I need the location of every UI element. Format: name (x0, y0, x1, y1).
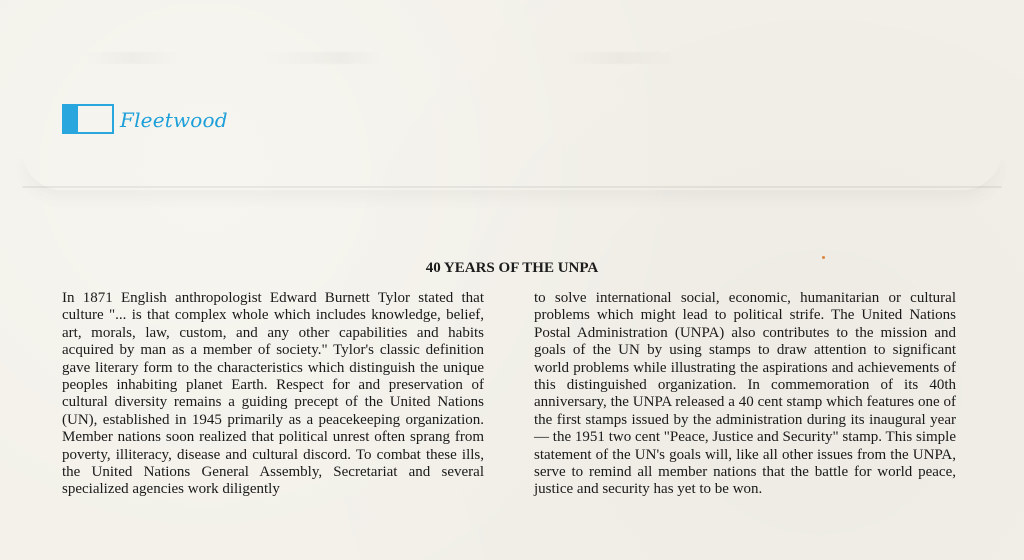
article-right-column (534, 290, 956, 499)
logo-box-fill (64, 106, 78, 132)
faint-background-print (80, 52, 950, 64)
article-title: 40 YEARS OF THE UNPA (425, 260, 599, 276)
article-right-text: to solve international social, economic, humanitarian or cultural problems which might lead to political strife. The United Nations Postal Administration (UNPA) also contributes to the mission and goals of the UN by using stamps to draw attention to significant world problems while illustrating the aspirations and achievements of this distinguished organization. In commemoration of its 40th anniversary, the UNPA released a 40 cent stamp which features one of the first stamps issued by the administration during its inaugural year — the 1951 two cent "Peace, Justice and Security" stamp. This simple statement of the UN's goals will, like all other issues from the UNPA, serve to remind all member nations that the battle for world peace, justice and security has yet to be won. (534, 290, 956, 498)
fleetwood-logo (62, 104, 228, 134)
logo-text: Fleetwood (120, 108, 228, 132)
article-left-column (62, 290, 484, 499)
envelope-flap-shadow (22, 150, 1002, 190)
article-left-text: In 1871 English anthropologist Edward Burnett Tylor stated that culture "... is that complex whole which includes knowledge, belief, art, morals, law, custom, and any other capabilities and habits acquired by man as a member of society." Tylor's classic definition gave literary form to the characteristics which distinguish the unique peoples inhabiting planet Earth. Respect for and preservation of cultural diversity remains a guiding precept of the United Nations (UN), established in 1945 primarily as a peacekeeping organization. Member nations soon realized that political unrest often sprang from poverty, illiteracy, disease and cultural discord. To combat these ills, the United Nations General Assembly, Secretariat and several specialized agencies work diligently (62, 290, 484, 498)
logo-box-icon (62, 104, 114, 134)
envelope-flap-crease (22, 186, 1002, 188)
orange-speck (822, 256, 825, 259)
